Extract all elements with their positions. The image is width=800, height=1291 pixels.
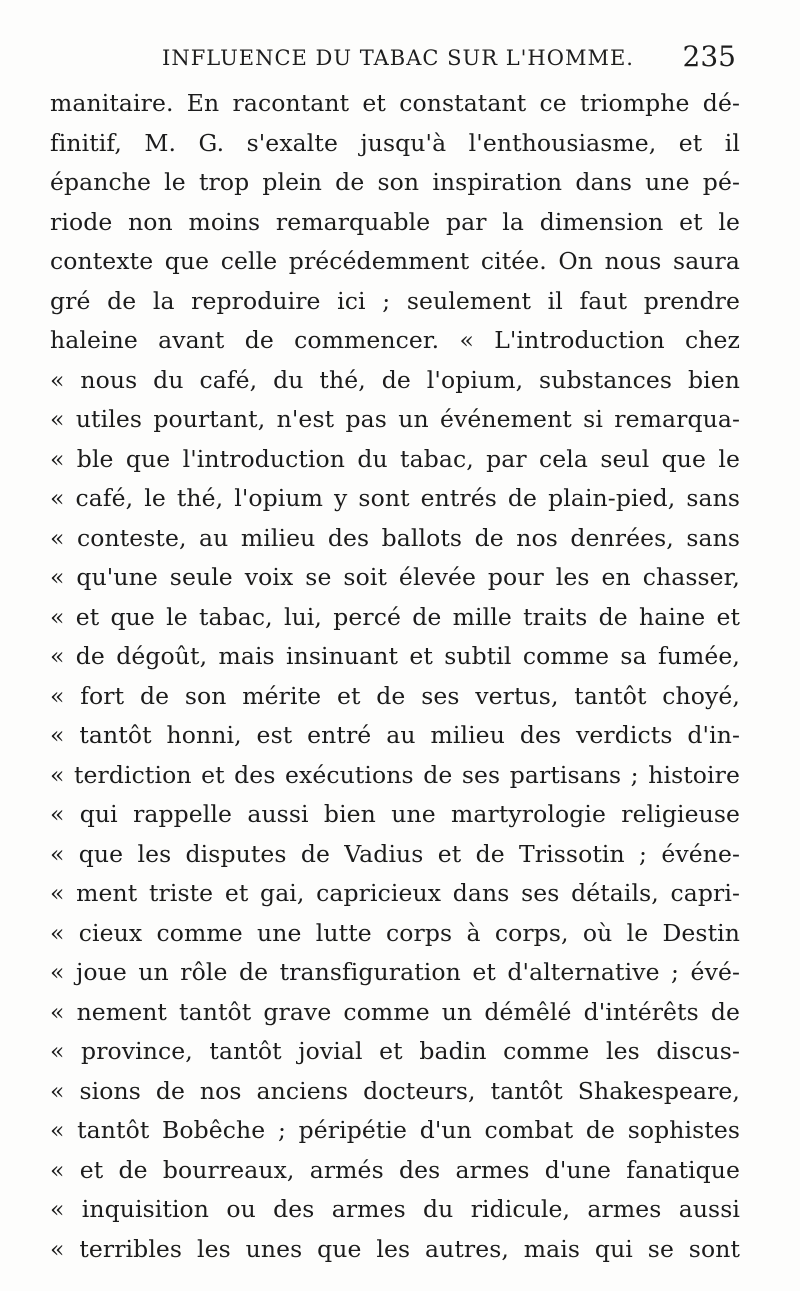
text-line: « cieux comme une lutte corps à corps, où le Destin [50,918,740,947]
text-line: manitaire. En racontant et constatant ce triomphe dé- [50,89,740,117]
text-line: « province, tantôt jovial et badin comme les discus- [50,1037,740,1065]
text-line: « conteste, au milieu des ballots de nos denrées, sans [50,523,740,552]
text-line: riode non moins remarquable par la dimension et le [50,207,740,236]
text-line: « ble que l'introduction du tabac, par cela seul que le [50,444,740,473]
text-line: « tantôt Bobêche ; péripétie d'un combat de sophistes [50,1116,740,1144]
text-line: « de dégoût, mais insinuant et subtil comme sa fumée, [50,642,740,670]
text-line: épanche le trop plein de son inspiration dans une pé- [50,168,740,196]
text-line: « que les disputes de Vadius et de Trissotin ; événe- [50,839,740,868]
page-number: 235 [682,40,736,73]
text-line: « tantôt honni, est entré au milieu des verdicts d'in- [50,721,740,749]
text-line: « qui rappelle aussi bien une martyrologie religieuse [50,800,740,828]
text-line: finitif, M. G. s'exalte jusqu'à l'enthousiasme, et il [50,128,740,157]
text-line: « fort de son mérite et de ses vertus, tantôt choyé, [50,681,740,710]
text-line: « ment triste et gai, capricieux dans ses détails, capri- [50,879,740,907]
text-line: « joue un rôle de transfiguration et d'alternative ; évé- [50,958,740,986]
text-line: contexte que celle précédemment citée. On nous saura [50,247,740,275]
text-line: « nement tantôt grave comme un démêlé d'intérêts de [50,997,740,1026]
text-line: « et de bourreaux, armés des armes d'une fanatique [50,1155,740,1184]
text-line: haleine avant de commencer. « L'introduction chez [50,326,740,354]
text-line: « nous du café, du thé, de l'opium, substances bien [50,365,740,394]
text-line: « utiles pourtant, n'est pas un événement si remarqua- [50,405,740,433]
text-line: « terdiction et des exécutions de ses partisans ; histoire [50,760,740,789]
text-line: « terribles les unes que les autres, mais qui se sont [50,1234,740,1263]
running-title: INFLUENCE DU TABAC SUR L'HOMME. [162,46,634,70]
text-line: « inquisition ou des armes du ridicule, armes aussi [50,1195,740,1223]
text-line: « sions de nos anciens docteurs, tantôt Shakespeare, [50,1076,740,1105]
running-head [60,40,736,86]
body-text [50,84,740,1269]
text-line: gré de la reproduire ici ; seulement il faut prendre [50,286,740,315]
text-line: « et que le tabac, lui, percé de mille traits de haine et [50,602,740,631]
text-line: « qu'une seule voix se soit élevée pour les en chasser, [50,563,740,591]
text-line: « café, le thé, l'opium y sont entrés de plain-pied, sans [50,484,740,512]
